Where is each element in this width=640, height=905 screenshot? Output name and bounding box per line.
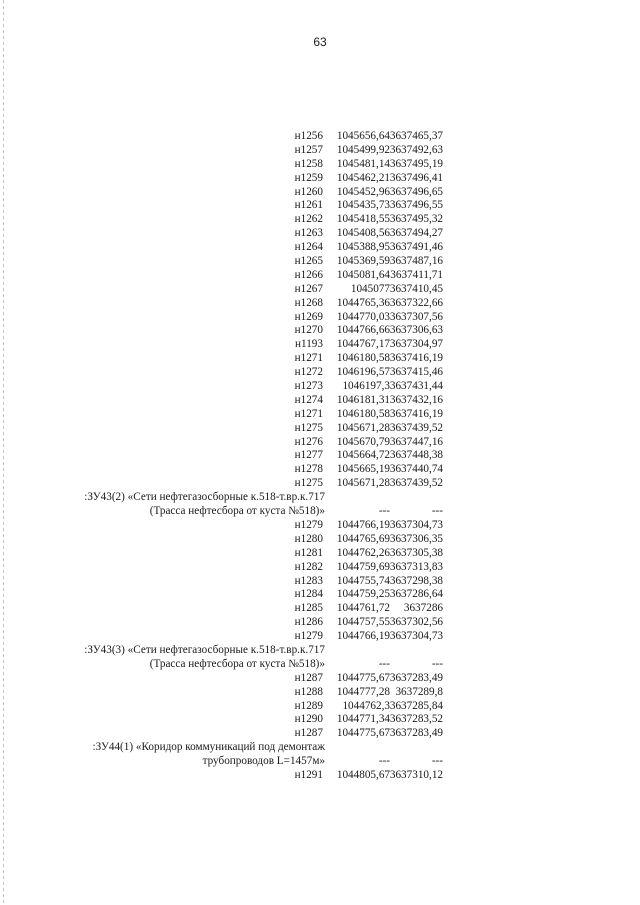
coord-y: 3637431,44 [389, 380, 443, 393]
coordinate-row [0, 602, 640, 616]
coord-y: 3637306,35 [389, 532, 443, 545]
coord-y: 3637416,19 [389, 407, 443, 420]
point-id: н1261 [294, 199, 323, 212]
coord-y: 3637298,38 [389, 574, 443, 587]
point-id: н1275 [294, 421, 323, 434]
coord-x: 1044775,67 [336, 671, 390, 684]
coord-x: 1044761,72 [336, 602, 390, 615]
point-id: н1275 [294, 477, 323, 490]
coordinate-row [0, 269, 640, 283]
point-id: н1262 [294, 213, 323, 226]
coord-x: 1046181,31 [336, 393, 390, 406]
coordinate-row [0, 477, 640, 491]
point-id: н1268 [294, 296, 323, 309]
coord-y: 3637491,46 [389, 241, 443, 254]
coord-y: 3637283,49 [389, 671, 443, 684]
coord-x: 1044762,3 [342, 699, 390, 712]
section-dash-x: --- [378, 657, 390, 670]
coord-y: 3637496,41 [389, 171, 443, 184]
coordinate-row [0, 463, 640, 477]
coord-x: 1045671,28 [336, 477, 390, 490]
coordinate-row [0, 672, 640, 686]
section-header [0, 491, 640, 519]
point-id: н1282 [294, 560, 323, 573]
point-id: н1277 [294, 449, 323, 462]
section-title: :ЗУ43(3) «Сети нефтегазосборные к.518-т.вр.к.717 (Трасса нефтесбора от куста №518)» [84, 643, 325, 670]
point-id: н1289 [294, 699, 323, 712]
coord-x: 1044771,34 [336, 713, 390, 726]
section-dash-y: --- [431, 657, 443, 670]
coord-y: 3637439,52 [389, 477, 443, 490]
coord-x: 1044759,25 [336, 588, 390, 601]
coordinate-row [0, 311, 640, 325]
coord-x: 1045656,64 [336, 130, 390, 142]
coord-x: 1044766,19 [336, 630, 390, 643]
coordinate-row [0, 297, 640, 311]
point-id: н1263 [294, 227, 323, 240]
point-id: н1279 [294, 630, 323, 643]
point-id: н1257 [294, 143, 323, 156]
coord-x: 1044759,69 [336, 560, 390, 573]
section-dash-y: --- [431, 505, 443, 518]
point-id: н1193 [295, 338, 323, 351]
coordinate-row [0, 158, 640, 172]
coord-x: 1045462,21 [336, 171, 390, 184]
point-id: н1285 [294, 602, 323, 615]
coord-x: 1046197,3 [342, 380, 390, 393]
coordinate-row [0, 338, 640, 352]
point-id: н1287 [294, 671, 323, 684]
coord-x: 1044755,74 [336, 574, 390, 587]
coord-x: 1046196,57 [336, 366, 390, 379]
section-title: :ЗУ44(1) «Коридор коммуникаций под демонтаж трубопроводов L=1457м» [92, 741, 325, 768]
section-dash-y: --- [431, 755, 443, 768]
point-id: н1272 [294, 366, 323, 379]
coordinate-row [0, 547, 640, 561]
section-header [0, 644, 640, 672]
coordinate-row [0, 172, 640, 186]
coord-y: 3637305,38 [389, 546, 443, 559]
point-id: н1281 [294, 546, 323, 559]
coordinate-row [0, 324, 640, 338]
coordinate-row [0, 700, 640, 714]
page-number: 63 [313, 35, 327, 49]
coord-x: 1045081,64 [336, 268, 390, 281]
coord-y: 3637304,97 [389, 338, 443, 351]
coord-x: 1045670,79 [336, 435, 390, 448]
coordinate-row [0, 408, 640, 422]
point-id: н1267 [294, 282, 323, 295]
coord-x: 1045369,59 [336, 255, 390, 268]
coordinate-row [0, 366, 640, 380]
coord-y: 3637496,55 [389, 199, 443, 212]
point-id: н1291 [294, 769, 323, 782]
coordinate-row [0, 616, 640, 630]
coord-x: 1044766,19 [336, 518, 390, 531]
coord-x: 1044775,67 [336, 727, 390, 740]
coordinate-row [0, 575, 640, 589]
coord-y: 3637416,19 [389, 352, 443, 365]
coord-x: 1044770,03 [336, 310, 390, 323]
point-id: н1259 [294, 171, 323, 184]
point-id: н1270 [294, 324, 323, 337]
coordinate-row [0, 186, 640, 200]
coordinate-row [0, 436, 640, 450]
coordinate-row [0, 352, 640, 366]
coordinate-row [0, 519, 640, 533]
point-id: н1266 [294, 268, 323, 281]
point-id: н1279 [294, 518, 323, 531]
coordinates-table [0, 130, 640, 783]
coord-y: 3637283,49 [389, 727, 443, 740]
coord-x: 1045452,96 [336, 185, 390, 198]
point-id: н1287 [294, 727, 323, 740]
coord-x: 1044765,36 [336, 296, 390, 309]
section-dash-x: --- [378, 505, 390, 518]
coord-x: 1045664,72 [336, 449, 390, 462]
point-id: н1284 [294, 588, 323, 601]
coordinate-row [0, 422, 640, 436]
coord-y: 3637465,37 [389, 130, 443, 142]
point-id: н1288 [294, 685, 323, 698]
coord-y: 3637302,56 [389, 616, 443, 629]
coord-y: 3637304,73 [389, 518, 443, 531]
point-id: н1269 [294, 310, 323, 323]
coordinate-row [0, 630, 640, 644]
point-id: н1264 [294, 241, 323, 254]
coordinate-row [0, 283, 640, 297]
coord-y: 3637410,45 [389, 282, 443, 295]
coord-x: 1044766,66 [336, 324, 390, 337]
section-header [0, 741, 640, 769]
coord-y: 3637495,19 [389, 157, 443, 170]
coord-x: 1044757,55 [336, 616, 390, 629]
coordinate-row [0, 227, 640, 241]
section-dash-x: --- [378, 755, 390, 768]
coord-x: 1045481,14 [336, 157, 390, 170]
point-id: н1283 [294, 574, 323, 587]
coordinate-row [0, 241, 640, 255]
coord-x: 1045388,95 [336, 241, 390, 254]
coord-y: 3637487,16 [389, 255, 443, 268]
coord-y: 3637286,64 [389, 588, 443, 601]
point-id: н1271 [294, 407, 323, 420]
point-id: н1271 [294, 352, 323, 365]
coord-x: 1045077 [350, 282, 390, 295]
coordinate-row [0, 449, 640, 463]
coord-x: 1044767,17 [336, 338, 390, 351]
point-id: н1260 [294, 185, 323, 198]
coord-x: 1045499,92 [336, 143, 390, 156]
coord-x: 1046180,58 [336, 407, 390, 420]
coord-y: 3637283,52 [389, 713, 443, 726]
coordinate-row [0, 130, 640, 144]
coord-x: 1046180,58 [336, 352, 390, 365]
point-id: н1290 [294, 713, 323, 726]
point-id: н1258 [294, 157, 323, 170]
coordinate-row [0, 769, 640, 783]
coordinate-row [0, 394, 640, 408]
coord-y: 3637289,8 [395, 685, 443, 698]
coord-x: 1045671,28 [336, 421, 390, 434]
point-id: н1273 [294, 380, 323, 393]
coord-y: 3637492,63 [389, 143, 443, 156]
coord-y: 3637496,65 [389, 185, 443, 198]
coord-y: 3637415,46 [389, 366, 443, 379]
section-title: :ЗУ43(2) «Сети нефтегазосборные к.518-т.вр.к.717 (Трасса нефтесбора от куста №518)» [84, 491, 325, 518]
coord-y: 3637304,73 [389, 630, 443, 643]
coord-y: 3637494,27 [389, 227, 443, 240]
coord-y: 3637306,63 [389, 324, 443, 337]
point-id: н1278 [294, 463, 323, 476]
coord-x: 1045435,73 [336, 199, 390, 212]
coord-x: 1044805,67 [336, 769, 390, 782]
coord-y: 3637495,32 [389, 213, 443, 226]
point-id: н1256 [294, 130, 323, 142]
coord-x: 1044765,69 [336, 532, 390, 545]
coordinate-row [0, 213, 640, 227]
coord-x: 1045418,55 [336, 213, 390, 226]
coord-y: 3637440,74 [389, 463, 443, 476]
coordinate-row [0, 199, 640, 213]
coord-x: 1044777,28 [336, 685, 390, 698]
coord-y: 3637307,56 [389, 310, 443, 323]
point-id: н1286 [294, 616, 323, 629]
coordinate-row [0, 686, 640, 700]
coord-y: 3637432,16 [389, 393, 443, 406]
coord-y: 3637313,83 [389, 560, 443, 573]
coord-y: 3637439,52 [389, 421, 443, 434]
coord-x: 1045665,19 [336, 463, 390, 476]
point-id: н1280 [294, 532, 323, 545]
coord-x: 1045408,56 [336, 227, 390, 240]
coordinate-row [0, 727, 640, 741]
coordinate-row [0, 561, 640, 575]
point-id: н1276 [294, 435, 323, 448]
coordinate-row [0, 380, 640, 394]
coord-y: 3637448,38 [389, 449, 443, 462]
coordinate-row [0, 255, 640, 269]
coord-x: 1044762,26 [336, 546, 390, 559]
coord-y: 3637285,84 [389, 699, 443, 712]
coord-y: 3637310,12 [389, 769, 443, 782]
point-id: н1274 [294, 393, 323, 406]
coord-y: 3637322,66 [389, 296, 443, 309]
coord-y: 3637447,16 [389, 435, 443, 448]
coordinate-row [0, 588, 640, 602]
coordinate-row [0, 713, 640, 727]
coord-y: 3637411,71 [390, 268, 443, 281]
coordinate-row [0, 533, 640, 547]
point-id: н1265 [294, 255, 323, 268]
coord-y: 3637286 [403, 602, 443, 615]
coordinate-row [0, 144, 640, 158]
